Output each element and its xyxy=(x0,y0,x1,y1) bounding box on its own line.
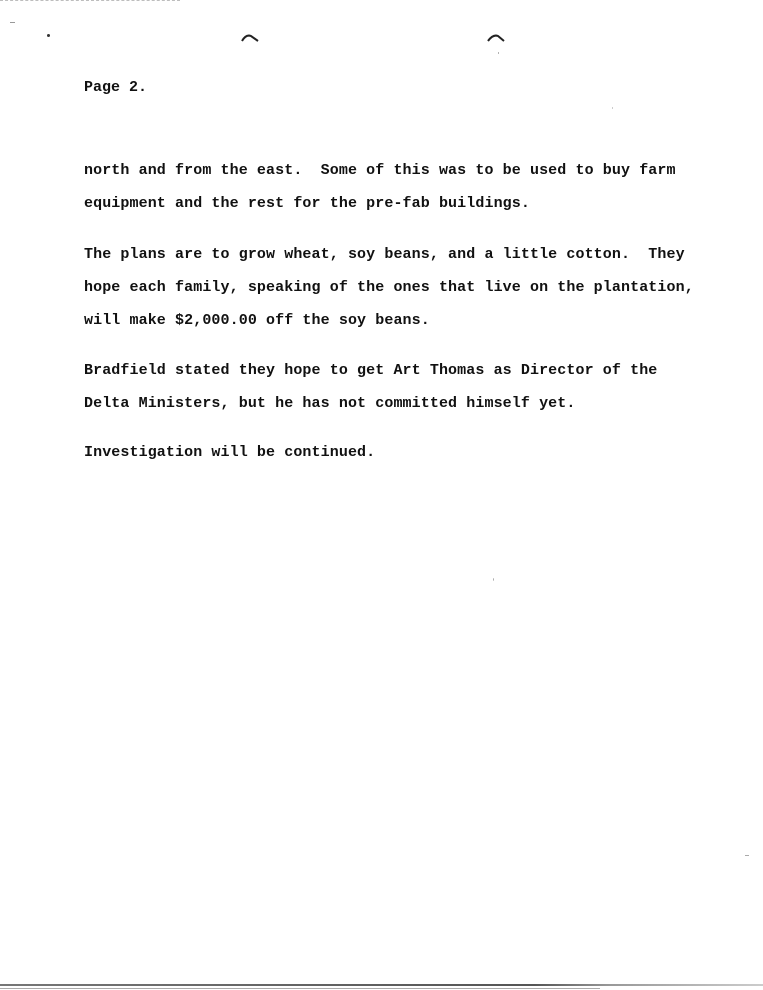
scan-speck xyxy=(47,34,50,37)
scan-speck xyxy=(745,855,749,856)
punch-mark-right xyxy=(487,33,505,43)
top-dashed-border xyxy=(0,0,180,4)
text-line: equipment and the rest for the pre-fab buildings. xyxy=(84,195,530,212)
text-line: Bradfield stated they hope to get Art Thomas as Director of the xyxy=(84,362,658,379)
bottom-scan-edge-secondary xyxy=(0,988,600,989)
scan-speck xyxy=(10,22,15,23)
text-line: will make $2,000.00 off the soy beans. xyxy=(84,312,430,329)
text-line: Investigation will be continued. xyxy=(84,444,376,461)
scan-speck xyxy=(493,578,494,581)
scan-speck xyxy=(612,107,613,109)
text-line: hope each family, speaking of the ones that live on the plantation, xyxy=(84,279,694,296)
scan-speck xyxy=(498,52,499,54)
page-number: Page 2. xyxy=(84,79,148,96)
bottom-scan-edge xyxy=(0,984,763,986)
punch-mark-left xyxy=(241,33,259,43)
text-line: north and from the east. Some of this was to be used to buy farm xyxy=(84,162,676,179)
text-line: The plans are to grow wheat, soy beans, and a little cotton. They xyxy=(84,246,685,263)
text-line: Delta Ministers, but he has not committed himself yet. xyxy=(84,395,576,412)
